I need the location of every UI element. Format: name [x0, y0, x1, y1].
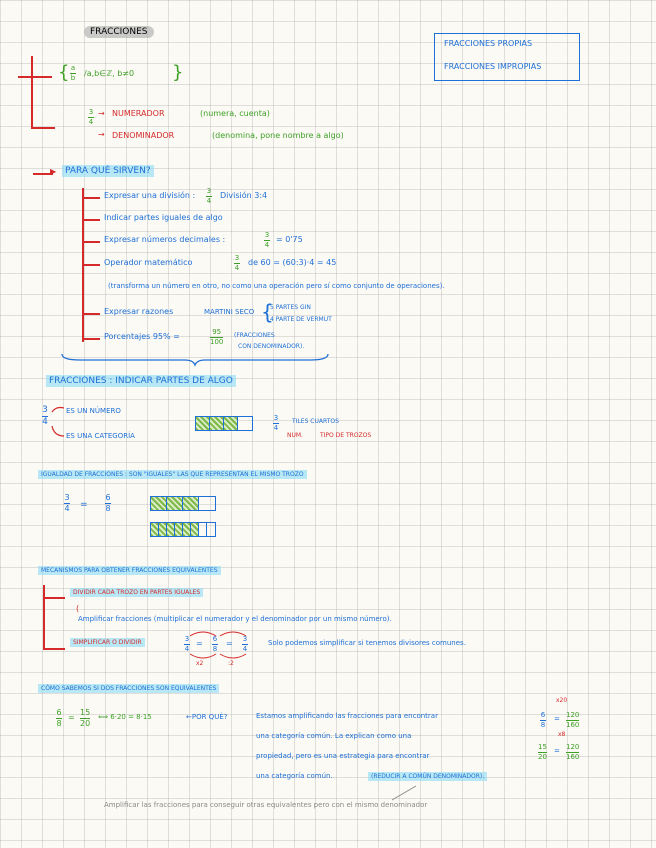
r1-mult: x20	[556, 697, 568, 704]
bar-cell-filled	[159, 523, 167, 536]
item-1-tick	[82, 197, 100, 199]
arrow-numerador: →	[98, 109, 105, 118]
tiles-label: TILES CUARTOS	[292, 418, 339, 425]
definition-arrow-line	[18, 76, 52, 78]
simplificar-d2: :2	[228, 660, 234, 667]
set-brace-close: }	[172, 62, 184, 83]
bar-cell-empty	[207, 523, 215, 536]
razones-line-1: 5 PARTES GIN	[270, 304, 311, 311]
item-division-fraction: 3 4	[206, 187, 212, 205]
bar-cell-empty	[238, 417, 252, 430]
item-razones-label: Expresar razones	[104, 307, 174, 316]
set-fraction: a b	[70, 64, 76, 82]
set-brace-open: {	[58, 62, 70, 83]
bar-cell-filled	[224, 417, 238, 430]
simplificar-fraction-b: 6 8	[212, 635, 218, 653]
definition-bottom-line	[31, 127, 55, 129]
porcentajes-note-2: CON DENOMINADOR).	[238, 343, 305, 350]
item-decimales-extra: = 0'75	[276, 235, 303, 244]
item-2-tick	[82, 219, 100, 221]
bar-cell-filled	[167, 523, 175, 536]
footer-note: Amplificar las fracciones para conseguir otras equivalentes pero con el mismo denominador	[104, 801, 428, 809]
r1-fraction: 6 8	[540, 711, 546, 729]
item-porcentajes-label: Porcentajes 95% =	[104, 332, 180, 341]
item-division-label: Expresar una división :	[104, 191, 196, 200]
bar-cell-filled	[210, 417, 224, 430]
bar-cell-filled	[183, 523, 191, 536]
como-cross: ⟺ 6·20 = 8·15	[98, 713, 152, 721]
igualdad-fraction-a: 3 4	[64, 493, 70, 513]
amplificar-paren: (	[76, 604, 80, 613]
como-expl-1: Estamos amplificando las fracciones para encontrar	[256, 712, 438, 720]
bar-cell-empty	[199, 523, 207, 536]
dividir-label: DIVIDIR CADA TROZO EN PARTES IGUALES	[70, 590, 203, 596]
item-operador-fraction: 3 4	[234, 254, 240, 272]
razones-brace: {	[261, 300, 274, 324]
mecanismos-tick-1	[43, 597, 65, 599]
igualdad-bar-eighths	[150, 522, 216, 537]
como-reducir: (REDUCIR A COMÚN DENOMINADOR).	[368, 774, 487, 780]
tipo-label: TIPO DE TROZOS	[320, 432, 372, 439]
num-label: NUM.	[287, 432, 303, 439]
mecanismos-bracket	[43, 585, 45, 649]
item-decimales-fraction: 3 4	[264, 231, 270, 249]
item-3-tick	[82, 241, 100, 243]
simplificar-fraction-a: 3 4	[184, 635, 190, 653]
simplificar-eq-1: =	[196, 639, 203, 648]
para-que-heading: PARA QUÉ SIRVEN?	[62, 167, 154, 176]
como-equals: =	[68, 713, 75, 722]
como-expl-4: una categoría común.	[256, 772, 333, 780]
como-fraction-b: 15 20	[80, 708, 91, 728]
item-4-tick	[82, 264, 100, 266]
simplificar-x2: x2	[196, 660, 204, 667]
box-line-impropias: FRACCIONES IMPROPIAS	[444, 62, 542, 71]
item-operador-label: Operador matemático	[104, 258, 193, 267]
bar-cell-empty	[199, 497, 215, 510]
bar-cell-filled	[196, 417, 210, 430]
simplificar-fraction-c: 3 4	[242, 635, 248, 653]
igualdad-fraction-b: 6 8	[105, 493, 111, 513]
como-expl-3: propiedad, pero es una estrategia para encontrar	[256, 752, 430, 760]
partes-heading: FRACCIONES : INDICAR PARTES DE ALGO	[46, 377, 236, 386]
partes-es-categoria: ES UNA CATEGORÍA	[66, 432, 135, 440]
simplificar-eq-2: =	[226, 639, 233, 648]
igualdad-equals: =	[80, 500, 88, 510]
partes-bar	[195, 416, 253, 431]
page-title: FRACCIONES	[84, 28, 154, 37]
igualdad-bar-quarters	[150, 496, 216, 511]
r1-eq: =	[554, 715, 560, 723]
item-razones-extra: MARTINI SECO	[204, 308, 255, 316]
footer-pointer	[390, 784, 420, 802]
mecanismos-heading: MECANISMOS PARA OBTENER FRACCIONES EQUIVALENTES	[38, 568, 221, 574]
box-line-propias: FRACCIONES PROPIAS	[444, 39, 533, 48]
simplificar-note: Solo podemos simplificar si tenemos divisores comunes.	[268, 639, 466, 647]
para-que-arrow-head: ▶	[50, 167, 57, 176]
item-division-extra: División 3:4	[220, 191, 268, 200]
como-expl-2: una categoría común. La explican como una	[256, 732, 412, 740]
partes-fraction: 3 4	[42, 405, 48, 427]
amplificar-label: Amplificar fracciones (multiplicar el numerador y el denominador por un mismo número).	[78, 615, 392, 623]
igualdad-heading: IGUALDAD DE FRACCIONES : SON "IGUALES" LAS QUE REPRESENTAN EL MISMO TROZO	[38, 472, 307, 478]
denominador-label: DENOMINADOR	[112, 131, 175, 140]
r2-eq: =	[554, 747, 560, 755]
r1-result: 120 160	[566, 711, 580, 729]
mecanismos-tick-2	[43, 648, 65, 650]
item-6-tick	[82, 338, 100, 340]
definition-bracket	[31, 56, 33, 128]
r2-mult: x8	[558, 731, 566, 738]
tiles-fraction: 3 4	[273, 414, 279, 432]
item-partes-label: Indicar partes iguales de algo	[104, 213, 223, 222]
arrow-denominador: →	[98, 130, 105, 139]
partes-es-numero: ES UN NÚMERO	[66, 407, 121, 415]
como-porque: ←POR QUÉ?	[186, 713, 228, 721]
item-decimales-label: Expresar números decimales :	[104, 235, 226, 244]
numerador-label: NUMERADOR	[112, 109, 165, 118]
section-curly-brace	[60, 352, 330, 366]
item-porcentajes-fraction: 95 100	[210, 328, 224, 346]
item-operador-extra: de 60 = (60:3)·4 = 45	[248, 258, 337, 267]
example-fraction: 3 4	[88, 108, 94, 126]
simplificar-label: SIMPLIFICAR O DIVIDIR	[70, 640, 145, 646]
numerador-note: (numera, cuenta)	[200, 109, 270, 118]
set-rest: /a,b∈ℤ, b≠0	[84, 69, 135, 78]
r2-result: 120 160	[566, 743, 580, 761]
como-fraction-a: 6 8	[56, 708, 62, 728]
como-heading: CÓMO SABEMOS SI DOS FRACCIONES SON EQUIVALENTES	[38, 686, 219, 692]
simplificar-arcs	[186, 630, 256, 660]
r2-fraction: 15 20	[538, 743, 547, 761]
item-5-tick	[82, 313, 100, 315]
item-porcentajes-extra: (FRACCIONES	[234, 332, 275, 339]
bar-cell-filled	[151, 523, 159, 536]
razones-line-2: 4 PARTE DE VERMUT	[270, 316, 332, 323]
denominador-note: (denomina, pone nombre a algo)	[212, 131, 344, 140]
bar-cell-filled	[167, 497, 183, 510]
operator-note: (transforma un número en otro, no como una operación pero sí como conjunto de operaciones).	[108, 282, 445, 290]
bar-cell-filled	[175, 523, 183, 536]
bar-cell-filled	[191, 523, 199, 536]
bar-cell-filled	[183, 497, 199, 510]
bar-cell-filled	[151, 497, 167, 510]
